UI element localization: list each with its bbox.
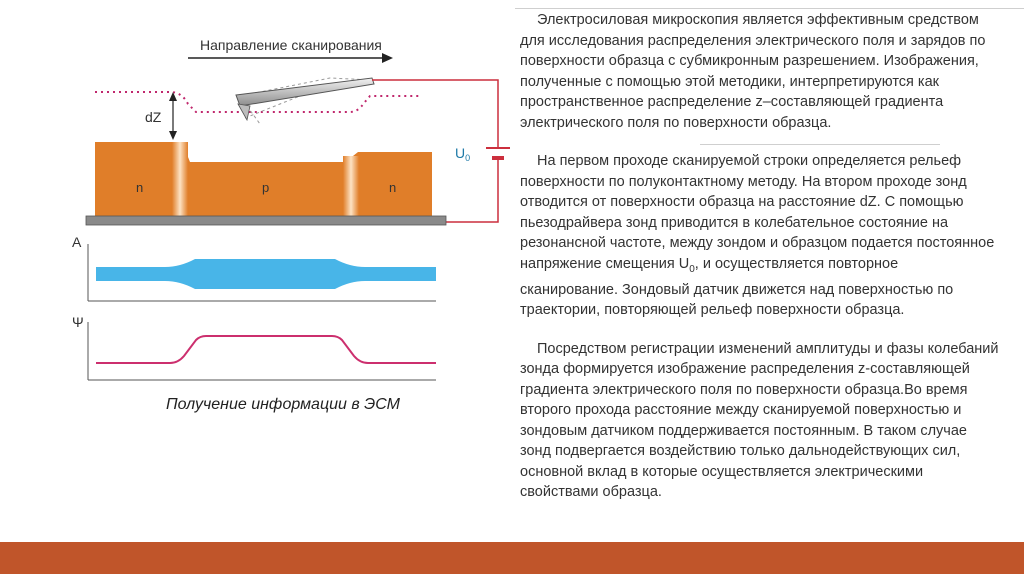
- diagram-caption: Получение информации в ЭСМ: [166, 396, 400, 413]
- paragraph-3: Посредством регистрации изменений амплитуды и фазы колебаний зонда формируется изображение распределения z-составляющей градиента электрического поля по поверхности образца.Во время второго прохода расстояние между сканируемой поверхностью и зондовым датчиком поддерживается постоянным. В таком случае зонд подвергается воздействию только дальнодействующих сил, основной вклад в которые осуществляется электрическими свойствами образца.: [520, 340, 999, 501]
- substrate: [86, 216, 446, 225]
- scan-direction-label: Направление сканирования: [200, 37, 382, 53]
- top-divider: [515, 8, 1024, 9]
- pn-junction-left: [172, 142, 188, 216]
- phase-axis-label: Ψ: [72, 314, 84, 330]
- dz-marker: [169, 92, 177, 140]
- description-text: [520, 10, 1000, 521]
- region-p: p: [262, 180, 270, 195]
- region-n-left: n: [136, 180, 144, 195]
- voltage-source-symbol: [486, 148, 510, 160]
- phase-axes: [88, 322, 436, 380]
- voltage-label: $U_0$: [455, 145, 471, 163]
- footer-bar: [0, 542, 1024, 574]
- phase-curve: [96, 336, 436, 363]
- paragraph-2: На первом проходе сканируемой строки определяется рельеф поверхности по полуконтактному методу. На втором проходе зонд отводится от поверхности образца на расстояние dZ. С помощью пьезодрайвера зонд приводится в колебательное состояние на резонансной частоте, между зондом и образцом подается постоянное напряжение смещения $U_0$, и осуществляется повторное сканирование. Зондовый датчик движется над поверхностью по траектории, повторяющей рельеф поверхности образца.: [520, 153, 995, 319]
- paragraph-1: Электросиловая микроскопия является эффективным средством для исследования распределения электрического поля и зарядов по поверхности образца с субмикронным разрешением. Изображения, полученные с помощью этой методики, интерпретируются как пространственное распределение z–составляющей градиента электрического поля по поверхности образца.: [520, 12, 986, 131]
- esm-diagram: [0, 0, 520, 400]
- amplitude-axis-label: A: [72, 234, 82, 250]
- scan-direction-arrow: [188, 53, 393, 63]
- amplitude-curve: [96, 259, 436, 289]
- probe-cantilever: [236, 78, 374, 124]
- pn-junction-right: [343, 156, 359, 216]
- dz-label: dZ: [145, 109, 162, 125]
- sample-relief: [95, 142, 432, 216]
- region-n-right: n: [389, 180, 397, 195]
